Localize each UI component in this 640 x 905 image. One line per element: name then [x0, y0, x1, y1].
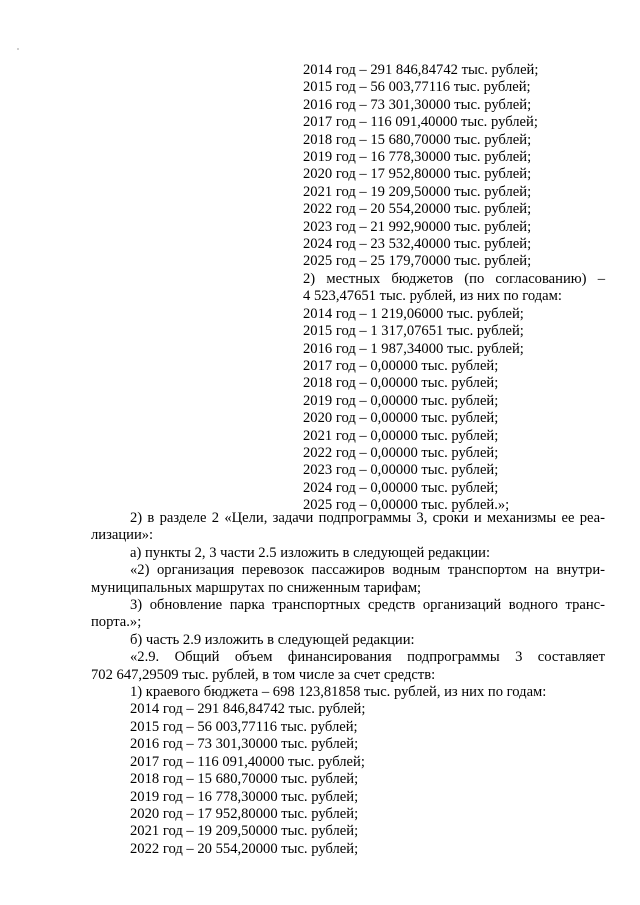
paragraph-item3-line2: порта.»; — [91, 614, 142, 631]
document-body — [91, 510, 605, 858]
year-line: 2016 год – 73 301,30000 тыс. рублей; — [130, 736, 359, 753]
year-line: 2014 год – 291 846,84742 тыс. рублей; — [130, 701, 366, 718]
paragraph-item3-line1: 3) обновление парка транспортных средств организаций водного транс- — [130, 597, 605, 614]
year-line: 2022 год – 0,00000 тыс. рублей; — [303, 444, 499, 461]
paragraph-total-financing-line1: «2.9. Общий объем финансирования подпрограммы 3 составляет — [130, 649, 605, 666]
year-line: 2021 год – 19 209,50000 тыс. рублей; — [130, 823, 359, 840]
year-line: 2017 год – 116 091,40000 тыс. рублей; — [130, 753, 365, 770]
scan-speck — [17, 48, 19, 50]
year-line: 2018 год – 0,00000 тыс. рублей; — [303, 375, 499, 392]
paragraph-total-financing-line2: 702 647,29509 тыс. рублей, в том числе за счет средств: — [91, 666, 436, 683]
year-line: 2023 год – 21 992,90000 тыс. рублей; — [303, 218, 532, 235]
year-line: 2018 год – 15 680,70000 тыс. рублей; — [303, 131, 532, 148]
year-line: 2015 год – 1 317,07651 тыс. рублей; — [303, 323, 524, 340]
year-line: 2017 год – 116 091,40000 тыс. рублей; — [303, 114, 538, 131]
local-budget-heading-line1: 2) местных бюджетов (по согласованию) – — [303, 270, 605, 287]
year-line: 2014 год – 291 846,84742 тыс. рублей; — [303, 62, 539, 78]
year-line: 2018 год – 15 680,70000 тыс. рублей; — [130, 771, 359, 788]
regional-years-list — [303, 62, 605, 271]
year-line: 2016 год – 73 301,30000 тыс. рублей; — [303, 96, 532, 113]
paragraph-items-2-3: а) пункты 2, 3 части 2.5 изложить в следующей редакции: — [130, 544, 490, 561]
year-line: 2025 год – 0,00000 тыс. рублей.»; — [303, 497, 510, 514]
year-line: 2022 год – 20 554,20000 тыс. рублей; — [303, 201, 532, 218]
year-line: 2014 год – 1 219,06000 тыс. рублей; — [303, 305, 524, 322]
year-line: 2021 год – 19 209,50000 тыс. рублей; — [303, 183, 532, 200]
paragraph-part-2-9: б) часть 2.9 изложить в следующей редакции: — [130, 631, 415, 648]
year-line: 2019 год – 16 778,30000 тыс. рублей; — [303, 149, 532, 166]
year-line: 2015 год – 56 003,77116 тыс. рублей; — [130, 718, 358, 735]
year-line: 2025 год – 25 179,70000 тыс. рублей; — [303, 253, 532, 270]
year-line: 2019 год – 16 778,30000 тыс. рублей; — [130, 788, 359, 805]
year-line: 2024 год – 23 532,40000 тыс. рублей; — [303, 236, 532, 253]
year-line: 2015 год – 56 003,77116 тыс. рублей; — [303, 79, 531, 96]
year-line: 2020 год – 17 952,80000 тыс. рублей; — [303, 166, 532, 183]
year-line: 2023 год – 0,00000 тыс. рублей; — [303, 462, 499, 479]
local-years-list — [303, 306, 605, 515]
paragraph-item2-line2: муниципальных маршрутах по сниженным тарифам; — [91, 579, 422, 596]
paragraph-section2-line2: лизации»: — [91, 527, 154, 544]
year-line: 2021 год – 0,00000 тыс. рублей; — [303, 427, 499, 444]
right-column-financing — [303, 62, 605, 515]
year-line: 2020 год – 17 952,80000 тыс. рублей; — [130, 805, 359, 822]
year-line: 2024 год – 0,00000 тыс. рублей; — [303, 479, 499, 496]
year-line: 2020 год – 0,00000 тыс. рублей; — [303, 410, 499, 427]
body-years-list — [91, 701, 605, 858]
paragraph-regional-budget: 1) краевого бюджета – 698 123,81858 тыс. рублей, из них по годам: — [130, 684, 547, 701]
year-line: 2016 год – 1 987,34000 тыс. рублей; — [303, 340, 524, 357]
paragraph-item2-line1: «2) организация перевозок пассажиров водным транспортом на внутри- — [130, 562, 605, 579]
year-line: 2017 год – 0,00000 тыс. рублей; — [303, 357, 499, 374]
year-line: 2022 год – 20 554,20000 тыс. рублей; — [130, 840, 359, 857]
local-budget-heading-line2: 4 523,47651 тыс. рублей, из них по годам: — [303, 288, 562, 305]
paragraph-section2-line1: 2) в разделе 2 «Цели, задачи подпрограммы 3, сроки и механизмы ее реа- — [130, 510, 605, 526]
year-line: 2019 год – 0,00000 тыс. рублей; — [303, 392, 499, 409]
